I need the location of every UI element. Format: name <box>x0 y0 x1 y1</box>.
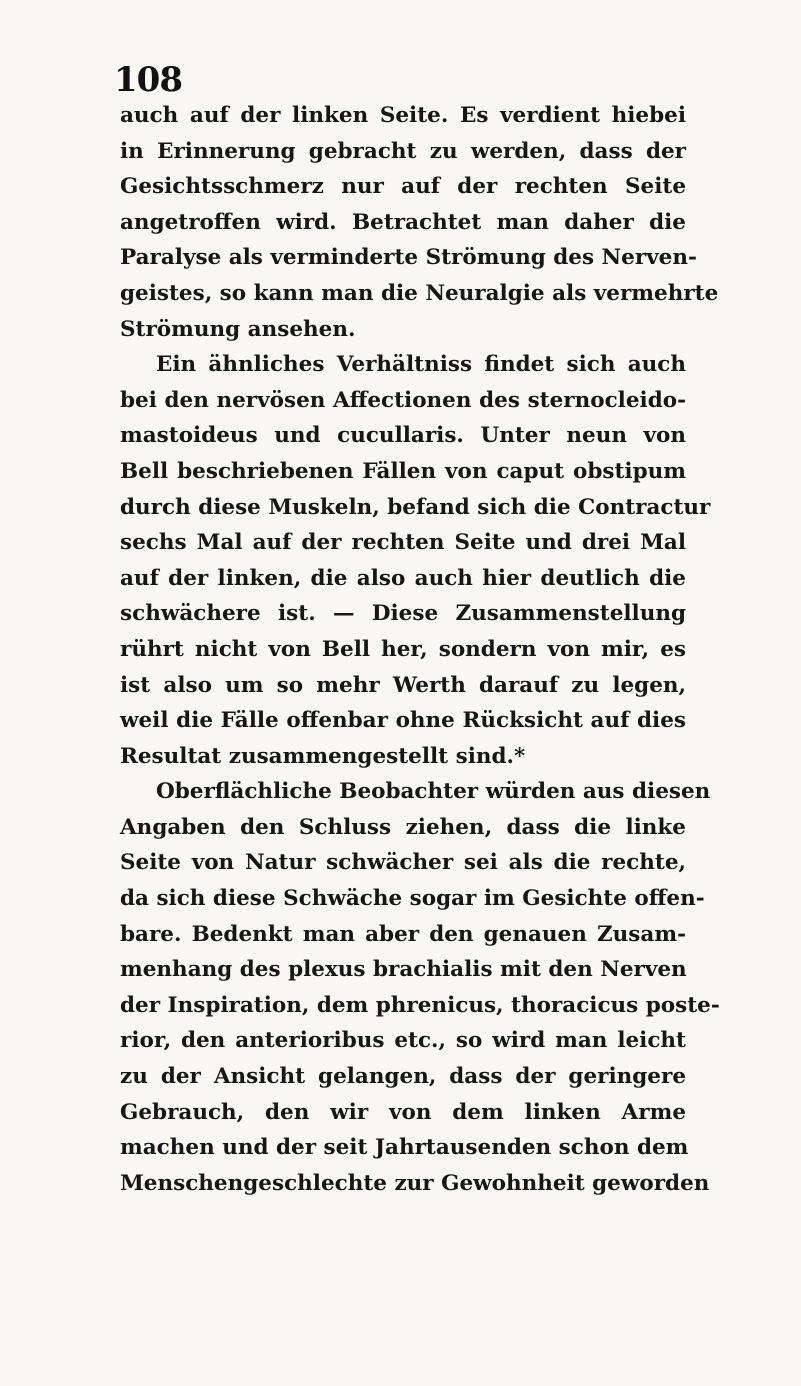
body-text <box>120 98 720 1201</box>
text-line: schwächere ist. — Diese Zusammenstellung <box>120 601 686 627</box>
text-line: sechs Mal auf der rechten Seite und drei Mal <box>120 530 686 556</box>
text-line: auch auf der linken Seite. Es verdient hiebei <box>120 103 686 128</box>
text-line: Oberflächliche Beobachter würden aus diesen <box>156 779 711 805</box>
text-line: durch diese Muskeln, befand sich die Contractur <box>120 494 711 520</box>
text-line: machen und der seit Jahrtausenden schon dem <box>120 1135 689 1161</box>
text-line: bare. Bedenkt man aber den genauen Zusam- <box>120 921 686 947</box>
text-line: Bell beschriebenen Fällen von caput obstipum <box>120 458 686 484</box>
text-line: rührt nicht von Bell her, sondern von mir, es <box>120 636 686 662</box>
text-line: menhang des plexus brachialis mit den Nerven <box>120 957 687 983</box>
text-line: geistes, so kann man die Neuralgie als vermehrte <box>120 280 719 306</box>
text-line: Seite von Natur schwächer sei als die rechte, <box>120 850 686 876</box>
text-line: weil die Fälle offenbar ohne Rücksicht auf dies <box>120 708 686 734</box>
text-line: Ein ähnliches Verhältniss findet sich auch <box>156 352 686 378</box>
text-line: Gesichtsschmerz nur auf der rechten Seite <box>120 174 686 200</box>
page-number: 108 <box>114 60 182 100</box>
text-line: der Inspiration, dem phrenicus, thoracicus poste- <box>120 992 720 1018</box>
text-line: mastoideus und cucullaris. Unter neun von <box>120 423 686 449</box>
text-line: Resultat zusammengestellt sind.* <box>120 743 526 769</box>
text-line: da sich diese Schwäche sogar im Gesichte offen- <box>120 886 705 912</box>
text-line: Menschengeschlechte zur Gewohnheit geworden <box>120 1170 710 1196</box>
text-line: auf der linken, die also auch hier deutlich die <box>120 565 686 591</box>
text-line: in Erinnerung gebracht zu werden, dass der <box>120 138 686 164</box>
text-line: bei den nervösen Affectionen des sternocleido- <box>120 387 686 413</box>
text-line: Angaben den Schluss ziehen, dass die linke <box>120 814 686 840</box>
text-line: zu der Ansicht gelangen, dass der geringere <box>120 1064 686 1090</box>
text-line: ist also um so mehr Werth darauf zu legen, <box>120 672 686 698</box>
text-line: Paralyse als verminderte Strömung des Nerven- <box>120 245 697 271</box>
text-line: Gebrauch, den wir von dem linken Arme <box>120 1099 686 1125</box>
text-line: Strömung ansehen. <box>120 316 356 342</box>
text-line: angetroffen wird. Betrachtet man daher die <box>120 209 686 235</box>
text-line: rior, den anterioribus etc., so wird man leicht <box>120 1028 686 1054</box>
